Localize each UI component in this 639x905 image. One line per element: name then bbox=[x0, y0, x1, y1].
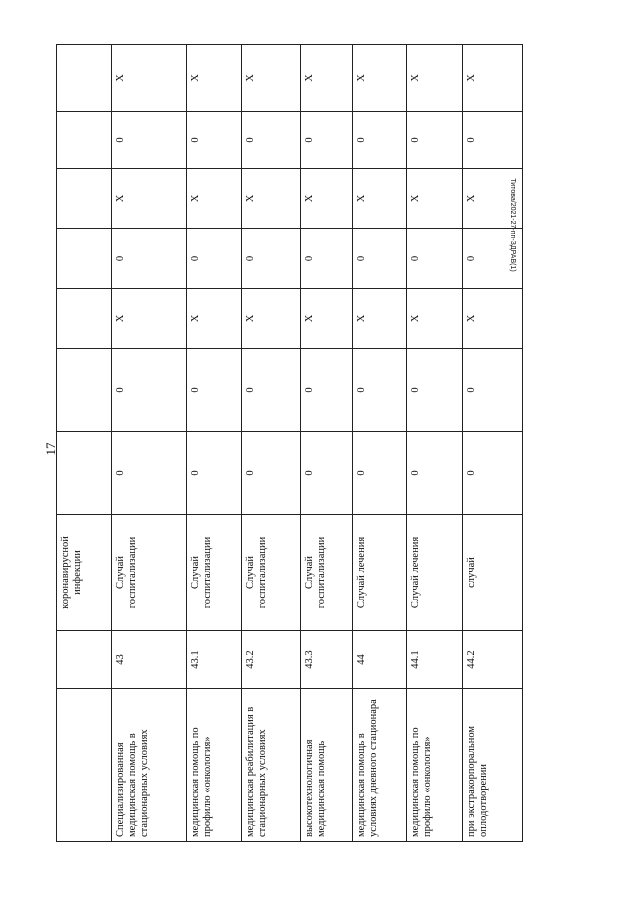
row-value: X bbox=[112, 289, 187, 349]
row-number: 43.3 bbox=[301, 631, 353, 689]
row-value: 0 bbox=[112, 229, 187, 289]
row-name: медицинская реабилитация в стационарных условиях bbox=[242, 689, 301, 842]
row-value: X bbox=[463, 289, 523, 349]
row-value: X bbox=[112, 169, 187, 229]
row-number: 43 bbox=[112, 631, 187, 689]
row-unit: Случай госпитализации bbox=[112, 515, 187, 631]
row-value: 0 bbox=[407, 432, 463, 515]
row-unit: Случай лечения bbox=[407, 515, 463, 631]
row-value: X bbox=[301, 45, 353, 112]
row-name: медицинская помощь по профилю «онкология» bbox=[187, 689, 242, 842]
header-cell bbox=[57, 349, 112, 432]
row-value: X bbox=[187, 289, 242, 349]
row-value: X bbox=[242, 45, 301, 112]
row-value: 0 bbox=[301, 432, 353, 515]
row-value: 0 bbox=[187, 112, 242, 169]
header-cell bbox=[57, 169, 112, 229]
row-value: 0 bbox=[187, 432, 242, 515]
row-name: высокотехнологичная медицинская помощь bbox=[301, 689, 353, 842]
row-value: 0 bbox=[353, 229, 407, 289]
row-value: 0 bbox=[112, 349, 187, 432]
row-number: 43.2 bbox=[242, 631, 301, 689]
row-value: 0 bbox=[407, 229, 463, 289]
row-value: 0 bbox=[112, 432, 187, 515]
row-value: 0 bbox=[353, 112, 407, 169]
row-value: X bbox=[301, 169, 353, 229]
row-value: 0 bbox=[301, 349, 353, 432]
table-row bbox=[112, 45, 187, 842]
row-unit: Случай госпитализации bbox=[187, 515, 242, 631]
row-value: 0 bbox=[112, 112, 187, 169]
row-value: 0 bbox=[301, 112, 353, 169]
table-row bbox=[301, 45, 353, 842]
row-value: X bbox=[112, 45, 187, 112]
header-cell bbox=[57, 289, 112, 349]
row-value: 0 bbox=[187, 349, 242, 432]
row-unit: Случай госпитализации bbox=[242, 515, 301, 631]
row-unit: случай bbox=[463, 515, 523, 631]
row-value: X bbox=[407, 289, 463, 349]
rotated-table-area bbox=[56, 45, 639, 837]
row-value: X bbox=[407, 169, 463, 229]
row-value: X bbox=[353, 289, 407, 349]
row-name: медицинская помощь в условиях дневного стационара bbox=[353, 689, 407, 842]
table-row bbox=[463, 45, 523, 842]
header-cell bbox=[57, 432, 112, 515]
table-row bbox=[407, 45, 463, 842]
header-cell-unit: коронавирусной инфекции bbox=[57, 515, 112, 631]
row-value: 0 bbox=[353, 432, 407, 515]
row-value: 0 bbox=[463, 229, 523, 289]
row-number: 44.1 bbox=[407, 631, 463, 689]
statistics-table bbox=[56, 44, 523, 842]
row-value: X bbox=[242, 169, 301, 229]
row-number: 44 bbox=[353, 631, 407, 689]
row-value: X bbox=[301, 289, 353, 349]
table-row bbox=[187, 45, 242, 842]
header-cell bbox=[57, 45, 112, 112]
row-value: 0 bbox=[407, 349, 463, 432]
row-name: медицинская помощь по профилю «онкология» bbox=[407, 689, 463, 842]
row-value: 0 bbox=[407, 112, 463, 169]
table-row bbox=[242, 45, 301, 842]
row-number: 43.1 bbox=[187, 631, 242, 689]
row-value: 0 bbox=[242, 349, 301, 432]
row-value: 0 bbox=[301, 229, 353, 289]
row-number: 44.2 bbox=[463, 631, 523, 689]
row-value: X bbox=[463, 45, 523, 112]
row-value: X bbox=[187, 45, 242, 112]
table-row bbox=[353, 45, 407, 842]
row-value: X bbox=[187, 169, 242, 229]
row-value: 0 bbox=[463, 432, 523, 515]
row-value: 0 bbox=[463, 349, 523, 432]
row-value: X bbox=[353, 169, 407, 229]
row-value: 0 bbox=[353, 349, 407, 432]
table-header-row bbox=[57, 45, 112, 842]
header-cell bbox=[57, 631, 112, 689]
row-value: 0 bbox=[187, 229, 242, 289]
row-unit: Случай госпитализации bbox=[301, 515, 353, 631]
row-value: 0 bbox=[463, 112, 523, 169]
page-number: 17 bbox=[43, 442, 58, 456]
row-value: 0 bbox=[242, 112, 301, 169]
row-value: X bbox=[463, 169, 523, 229]
header-cell bbox=[57, 689, 112, 842]
header-cell bbox=[57, 229, 112, 289]
header-cell bbox=[57, 112, 112, 169]
row-value: 0 bbox=[242, 229, 301, 289]
row-value: 0 bbox=[242, 432, 301, 515]
row-value: X bbox=[407, 45, 463, 112]
document-stamp: Титова/2021-27-пп-ЗДРАВ(1) bbox=[509, 178, 516, 272]
row-name: при экстракорпоральном оплодотворении bbox=[463, 689, 523, 842]
row-value: X bbox=[353, 45, 407, 112]
row-value: X bbox=[242, 289, 301, 349]
row-name: Специализированная медицинская помощь в стационарных условиях bbox=[112, 689, 187, 842]
row-unit: Случай лечения bbox=[353, 515, 407, 631]
